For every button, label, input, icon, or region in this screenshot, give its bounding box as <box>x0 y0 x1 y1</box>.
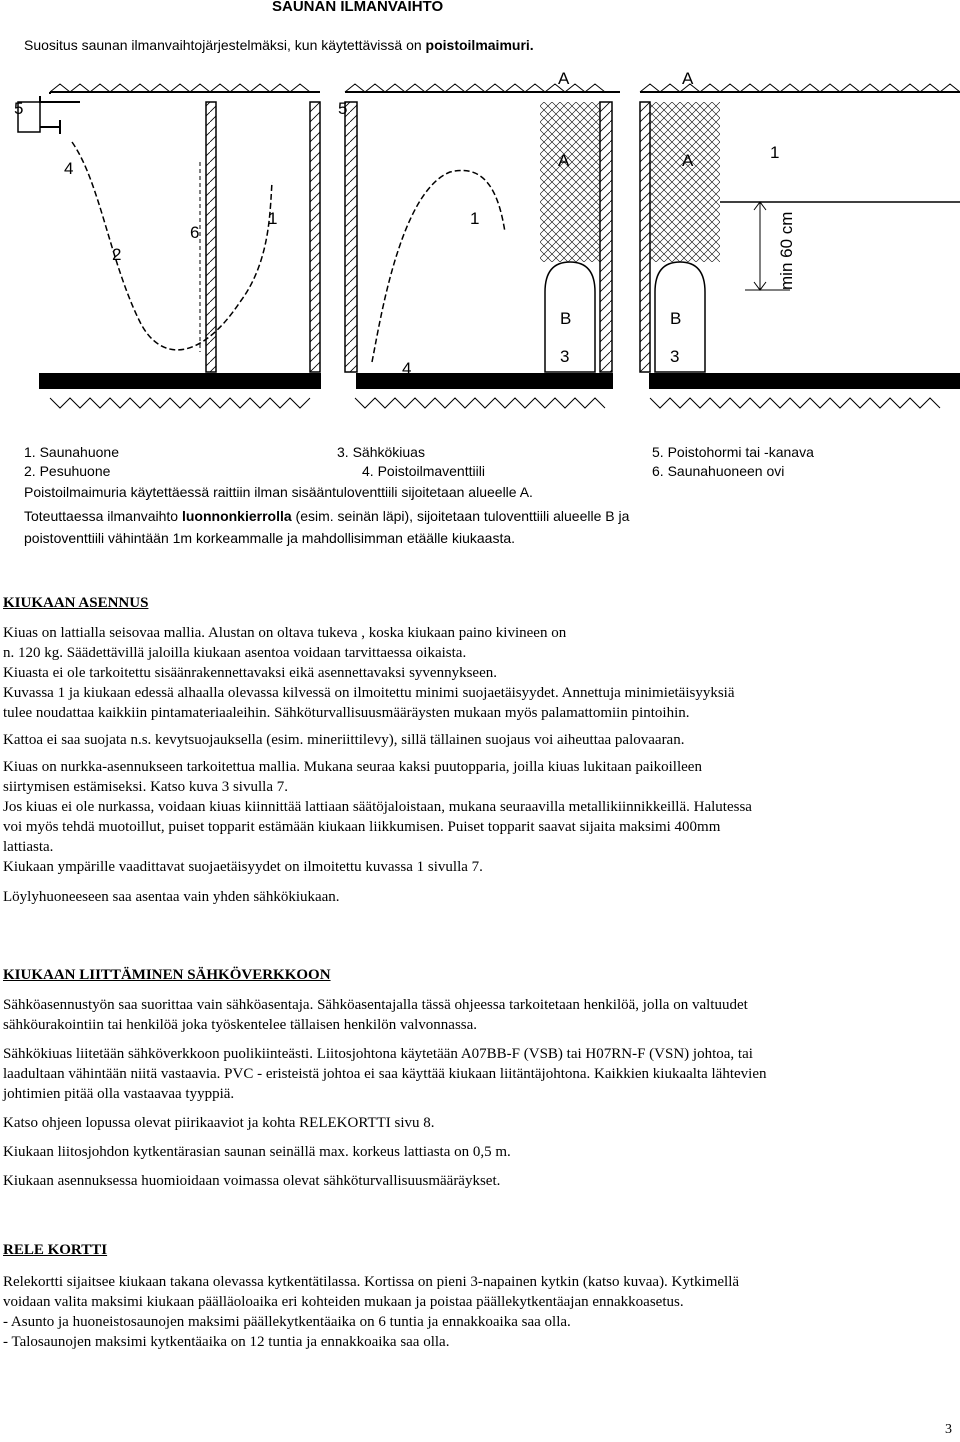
asennus-line: n. 120 kg. Säädettävillä jaloilla kiukaan asentoa voidaan tarvittaessa oikaista. <box>3 645 467 661</box>
legend-item-2: 2. Pesuhuone <box>24 463 111 479</box>
label-6: 6 <box>190 223 200 242</box>
asennus-line: Löylyhuoneeseen saa asentaa vain yhden sähkökiukaan. <box>3 889 340 905</box>
note-line-2b: luonnonkierrolla <box>181 508 292 524</box>
label-5b: 5 <box>338 99 348 118</box>
legend-col-2 <box>337 443 485 481</box>
section-rele <box>3 1240 953 1352</box>
asennus-line: Kuvassa 1 ja kiukaan edessä alhaalla olevassa kilvessä on ilmoitettu minimi suojaetäisyydet. Annettuja minimietäisyyksiä <box>3 685 735 701</box>
asennus-line: Kattoa ei saa suojata n.s. kevytsuojauksella (esim. mineriittilevy), sillä tällainen suojaus voi aiheuttaa palovaaran. <box>3 732 685 748</box>
liittaminen-line: Katso ohjeen lopussa olevat piirikaaviot ja kohta RELEKORTTI sivu 8. <box>3 1115 435 1131</box>
label-min-60cm: min 60 cm <box>777 211 796 290</box>
asennus-line: Kiukaan ympärille vaadittavat suojaetäisyydet on ilmoitettu kuvassa 1 sivulla 7. <box>3 859 483 875</box>
legend-item-4: 4. Poistoilmaventtiili <box>362 463 485 479</box>
liittaminen-line: sähköurakointiin tai henkilöä joka työskentelee tällaisen henkilön valvonnassa. <box>3 1017 478 1033</box>
legend-col-3 <box>652 443 814 481</box>
label-a4: A <box>682 151 694 170</box>
asennus-line: voi myös tehdä muotoillut, puiset topparit estämään kiukaan liikkumisen. Puiset topparit saavat sijaita maksimi 400mm <box>3 819 721 835</box>
page-number: 3 <box>945 1422 952 1437</box>
rele-line: - Asunto ja huoneistosaunojen maksimi päällekytkentäaika on 6 tuntia ja ennakkoaika saa olla. <box>3 1314 571 1330</box>
right-room <box>640 84 960 408</box>
asennus-line: tulee noudattaa kaikkiin pintamateriaaleihin. Sähköturvallisuusmääräysten mukaan myös palamattomiin pintoihin. <box>3 705 690 721</box>
label-3a: 3 <box>560 347 570 366</box>
note-line-2c: (esim. seinän läpi), sijoitetaan tuloventtiili alueelle B ja <box>291 508 630 524</box>
label-1b: 1 <box>470 209 480 228</box>
label-a1: A <box>558 69 570 88</box>
label-2: 2 <box>112 245 122 264</box>
middle-room <box>345 84 620 408</box>
liittaminen-line: johtimien pitää olla vastaavaa tyyppiä. <box>3 1086 235 1102</box>
heading-asennus: KIUKAAN ASENNUS <box>3 595 149 611</box>
label-a2: A <box>558 151 570 170</box>
note-line-2 <box>24 507 629 526</box>
asennus-line: lattiasta. <box>3 839 54 855</box>
liittaminen-line: Sähkökiuas liitetään sähköverkkoon puolikiinteästi. Liitosjohtona käytetään A07BB-F (VSB) tai H07RN-F (VSN) johtoa, tai <box>3 1046 753 1062</box>
rele-line: voidaan valita maksimi kiukaan päälläoloaika eri kohteiden mukaan ja poistaa päällekytkentäajan ennakkoasetus. <box>3 1294 684 1310</box>
label-3b: 3 <box>670 347 680 366</box>
liittaminen-line: laadultaan vähintään niitä vastaavia. PVC - eristeistä johtoa ei saa käyttää kiukaan liitäntäjohtona. Kaikkien kiukaalta lähtevien <box>3 1066 767 1082</box>
asennus-line: siirtymisen estämiseksi. Katso kuva 3 sivulla 7. <box>3 779 288 795</box>
intro-text-main: Suositus saunan ilmanvaihtojärjestelmäksi, kun käytettävissä on <box>24 37 426 53</box>
ventilation-diagram <box>0 62 960 432</box>
label-4b: 4 <box>402 359 412 378</box>
left-room <box>18 84 320 408</box>
note-line-1: Poistoilmaimuria käytettäessä raittiin ilman sisääntuloventtiili sijoitetaan alueelle A. <box>24 484 533 500</box>
asennus-line: Jos kiuas ei ole nurkassa, voidaan kiuas kiinnittää lattiaan säätöjaloistaan, mukana seuraavilla metallikiinnikkeillä. Halutessa <box>3 799 752 815</box>
rele-line: - Talosaunojen maksimi kytkentäaika on 12 tuntia ja ennakkoaika saa olla. <box>3 1334 450 1350</box>
page-title: SAUNAN ILMANVAIHTO <box>272 0 444 15</box>
legend-col-1 <box>24 443 119 481</box>
legend-item-3: 3. Sähkökiuas <box>337 444 425 460</box>
liittaminen-line: Sähköasennustyön saa suorittaa vain sähköasentaja. Sähköasentajalla tässä ohjeessa tarkoitetaan henkilöä, jolla on valtuudet <box>3 997 748 1013</box>
label-1c: 1 <box>770 143 780 162</box>
section-asennus <box>3 593 953 907</box>
asennus-line: Kiuas on lattialla seisovaa mallia. Alustan on oltava tukeva , koska kiukaan paino kivineen on <box>3 625 567 641</box>
note-line-2a: Toteuttaessa ilmanvaihto <box>24 508 182 524</box>
note-line-3: poistoventtiili vähintään 1m korkeammalle ja mahdollisimman etäälle kiukaasta. <box>24 530 516 546</box>
label-4a: 4 <box>64 159 74 178</box>
label-b1: B <box>560 309 572 328</box>
label-1a: 1 <box>268 209 278 228</box>
heading-rele: RELE KORTTI <box>3 1242 108 1258</box>
legend-item-6: 6. Saunahuoneen ovi <box>652 463 785 479</box>
label-5a: 5 <box>14 99 24 118</box>
label-b2: B <box>670 309 682 328</box>
section-liittaminen <box>3 965 953 1191</box>
label-a3: A <box>682 69 694 88</box>
asennus-line: Kiuas on nurkka-asennukseen tarkoitettua mallia. Mukana seuraa kaksi puutopparia, joilla kiuas lukitaan paikoilleen <box>3 759 702 775</box>
intro-text <box>24 37 534 53</box>
liittaminen-line: Kiukaan liitosjohdon kytkentärasian saunan seinällä max. korkeus lattiasta on 0,5 m. <box>3 1144 511 1160</box>
legend-item-5: 5. Poistohormi tai -kanava <box>652 444 814 460</box>
rele-line: Relekortti sijaitsee kiukaan takana olevassa kytkentätilassa. Kortissa on pieni 3-napainen kytkin (katso kuvaa). Kytkimellä <box>3 1274 740 1290</box>
liittaminen-line: Kiukaan asennuksessa huomioidaan voimassa olevat sähköturvallisuusmääräykset. <box>3 1173 501 1189</box>
legend-item-1: 1. Saunahuone <box>24 444 119 460</box>
intro-text-bold: poistoilmaimuri. <box>425 37 534 53</box>
heading-liittaminen: KIUKAAN LIITTÄMINEN SÄHKÖVERKKOON <box>3 967 331 983</box>
asennus-line: Kiuasta ei ole tarkoitettu sisäänrakennettavaksi eikä asennettavaksi syvennykseen. <box>3 665 497 681</box>
